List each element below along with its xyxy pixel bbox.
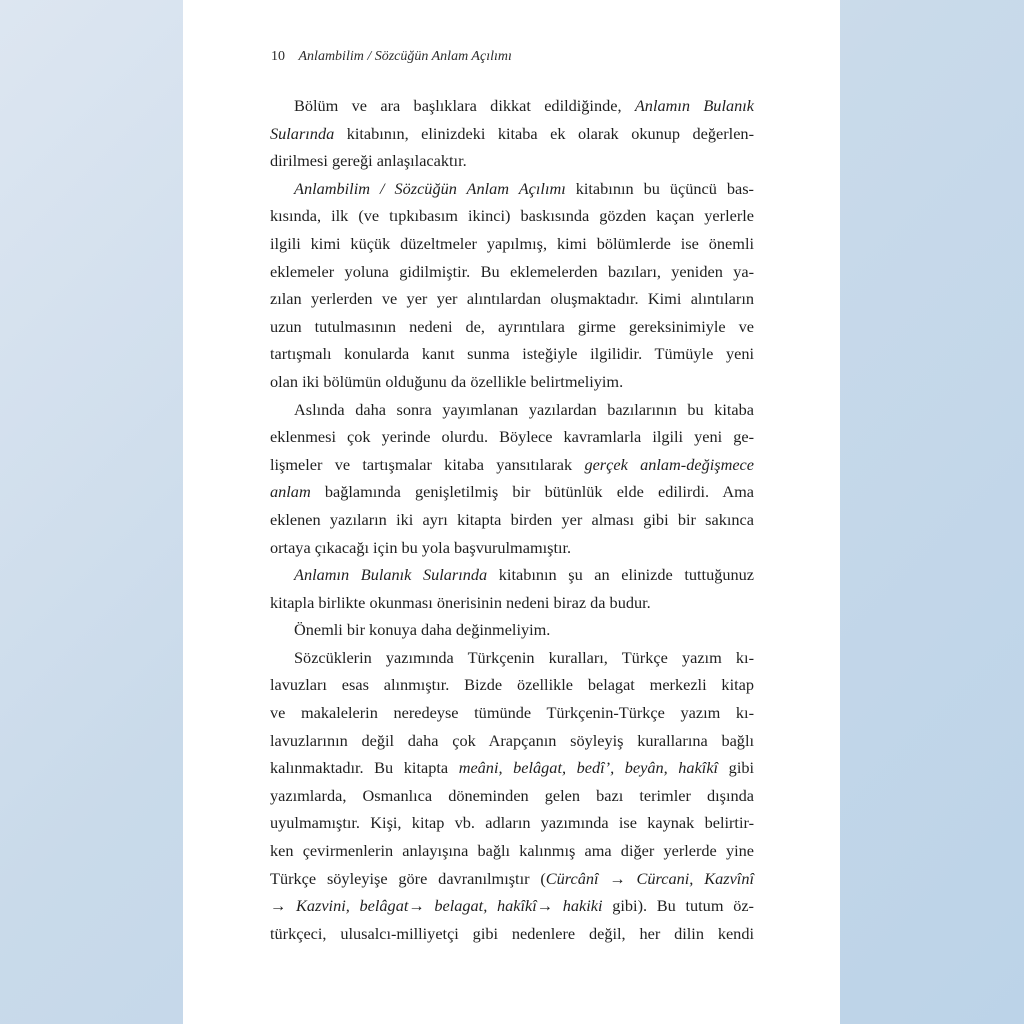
text-line: [270, 754, 754, 782]
text-line: [270, 396, 754, 424]
text-line: [270, 920, 754, 948]
text-segment: Önemli bir konuya daha değinmeliyim.: [294, 620, 551, 640]
text-segment: ortaya çıkacağı için bu yola başvurulmamıştır.: [270, 537, 572, 557]
text-segment: olan iki bölümün olduğunu da özellikle belirtmeliyim.: [270, 371, 624, 391]
text-segment: eklenen yazıların iki ayrı kitapta birden yer alması gibi bir sakınca: [270, 509, 754, 529]
text-segment: Sözcüklerin yazımında Türkçenin kuralları, Türkçe yazım kı-: [294, 647, 754, 667]
text-segment: Bölüm ve ara başlıklara dikkat edildiğinde,: [294, 96, 635, 115]
text-line: [270, 120, 754, 148]
text-line: [270, 368, 754, 396]
book-page: [183, 0, 840, 1024]
text-line: [270, 258, 754, 286]
text-line: [270, 451, 754, 479]
text-segment: gibi: [718, 758, 755, 778]
text-segment: kalınmaktadır. Bu kitapta: [270, 758, 459, 778]
text-segment: uzun tutulmasının nedeni de, ayrıntılara girme gereksinimiyle ve: [270, 316, 754, 336]
italic-text: Anlamın Bulanık: [634, 96, 755, 115]
text-segment: zılan yerlerden ve yer yer alıntılardan oluşmaktadır. Kimi alıntıların: [270, 289, 754, 309]
text-line: [270, 561, 754, 589]
text-segment: lavuzları esas alınmıştır. Bizde özellikle belagat merkezli kitap: [270, 675, 754, 695]
text-segment: türkçeci, ulusalcı-milliyetçi gibi nedenlere değil, her dilin kendi: [270, 923, 754, 943]
text-segment: gibi). Bu tutum öz-: [602, 896, 754, 916]
text-line: [270, 727, 754, 755]
text-segment: ilgili kimi küçük düzeltmeler yapılmış, kimi bölümlerde ise önemli: [270, 233, 754, 253]
text-segment: dirilmesi gereği anlaşılacaktır.: [270, 151, 467, 171]
text-line: [270, 671, 754, 699]
text-line: [270, 782, 754, 810]
text-segment: tartışmalı konularda kanıt sunma isteğiyle ilgilidir. Tümüyle yeni: [270, 344, 754, 364]
text-line: [270, 423, 754, 451]
text-segment: lavuzlarının değil daha çok Arapçanın söyleyiş kurallarına bağlı: [270, 730, 754, 750]
italic-text: meâni, belâgat, bedî’, beyân, hakîkî: [458, 758, 719, 778]
text-segment: kitabının, elinizdeki kitaba ek olarak okunup değerlen-: [334, 123, 754, 143]
italic-text: anlam: [270, 482, 311, 502]
italic-text: gerçek anlam-değişmece: [584, 454, 755, 474]
text-segment: ve makalelerin neredeyse tümünde Türkçenin-Türkçe yazım kı-: [270, 703, 754, 723]
text-segment: yazımlarda, Osmanlıca döneminden gelen bazı terimler dışında: [270, 785, 754, 805]
text-line: [270, 589, 754, 617]
page-number: 10: [271, 49, 285, 64]
text-segment: kitabının bu üçüncü bas-: [565, 178, 754, 198]
text-segment: kitapla birlikte okunması önerisinin nedeni biraz da budur.: [270, 592, 651, 612]
italic-text: Anlambilim / Sözcüğün Anlam Açılımı: [294, 178, 566, 198]
text-line: [270, 616, 754, 644]
text-line: [270, 506, 754, 534]
text-line: [270, 285, 754, 313]
text-line: [270, 699, 754, 727]
text-segment: lişmeler ve tartışmalar kitaba yansıtılarak: [270, 454, 585, 474]
text-line: [270, 644, 754, 672]
text-line: [270, 534, 754, 562]
body-text: [270, 92, 754, 947]
text-line: [270, 837, 754, 865]
running-header: [271, 49, 512, 65]
text-line: [270, 865, 754, 893]
text-segment: eklenmesi çok yerinde olurdu. Böylece kavramlarla ilgili yeni ge-: [270, 427, 754, 447]
text-segment: Türkçe söyleyişe göre davranılmıştır (: [270, 868, 546, 888]
text-line: [270, 202, 754, 230]
running-title: Anlambilim / Sözcüğün Anlam Açılımı: [298, 49, 512, 64]
text-segment: uyulmamıştır. Kişi, kitap vb. adların yazımında ise kaynak belirtir-: [270, 813, 754, 833]
text-line: [270, 478, 754, 506]
text-segment: kısında, ilk (ve tıpkıbasım ikinci) baskısında gözden kaçan yerlerle: [270, 206, 754, 226]
italic-text: Anlamın Bulanık Sularında: [294, 565, 488, 585]
text-line: [270, 175, 754, 203]
italic-text: → Kazvini, belâgat→ belagat, hakîkî→ hakiki: [270, 896, 603, 916]
italic-text: Cürcânî → Cürcani, Kazvînî: [545, 868, 754, 888]
text-line: [270, 809, 754, 837]
text-segment: Aslında daha sonra yayımlanan yazılardan bazılarının bu kitaba: [294, 399, 754, 419]
text-line: [270, 313, 754, 341]
text-line: [270, 147, 754, 175]
text-segment: kitabının şu an elinizde tuttuğunuz: [487, 565, 754, 585]
text-segment: ken çevirmenlerin anlayışına bağlı kalınmış ama diğer yerlerde yine: [270, 841, 754, 861]
text-segment: eklemeler yoluna gidilmiştir. Bu eklemelerden bazıları, yeniden ya-: [270, 261, 754, 281]
text-line: [270, 340, 754, 368]
text-line: [270, 92, 754, 120]
text-line: [270, 230, 754, 258]
italic-text: Sularında: [270, 123, 335, 143]
text-segment: bağlamında genişletilmiş bir bütünlük elde edilirdi. Ama: [310, 482, 754, 502]
text-line: [270, 892, 754, 920]
